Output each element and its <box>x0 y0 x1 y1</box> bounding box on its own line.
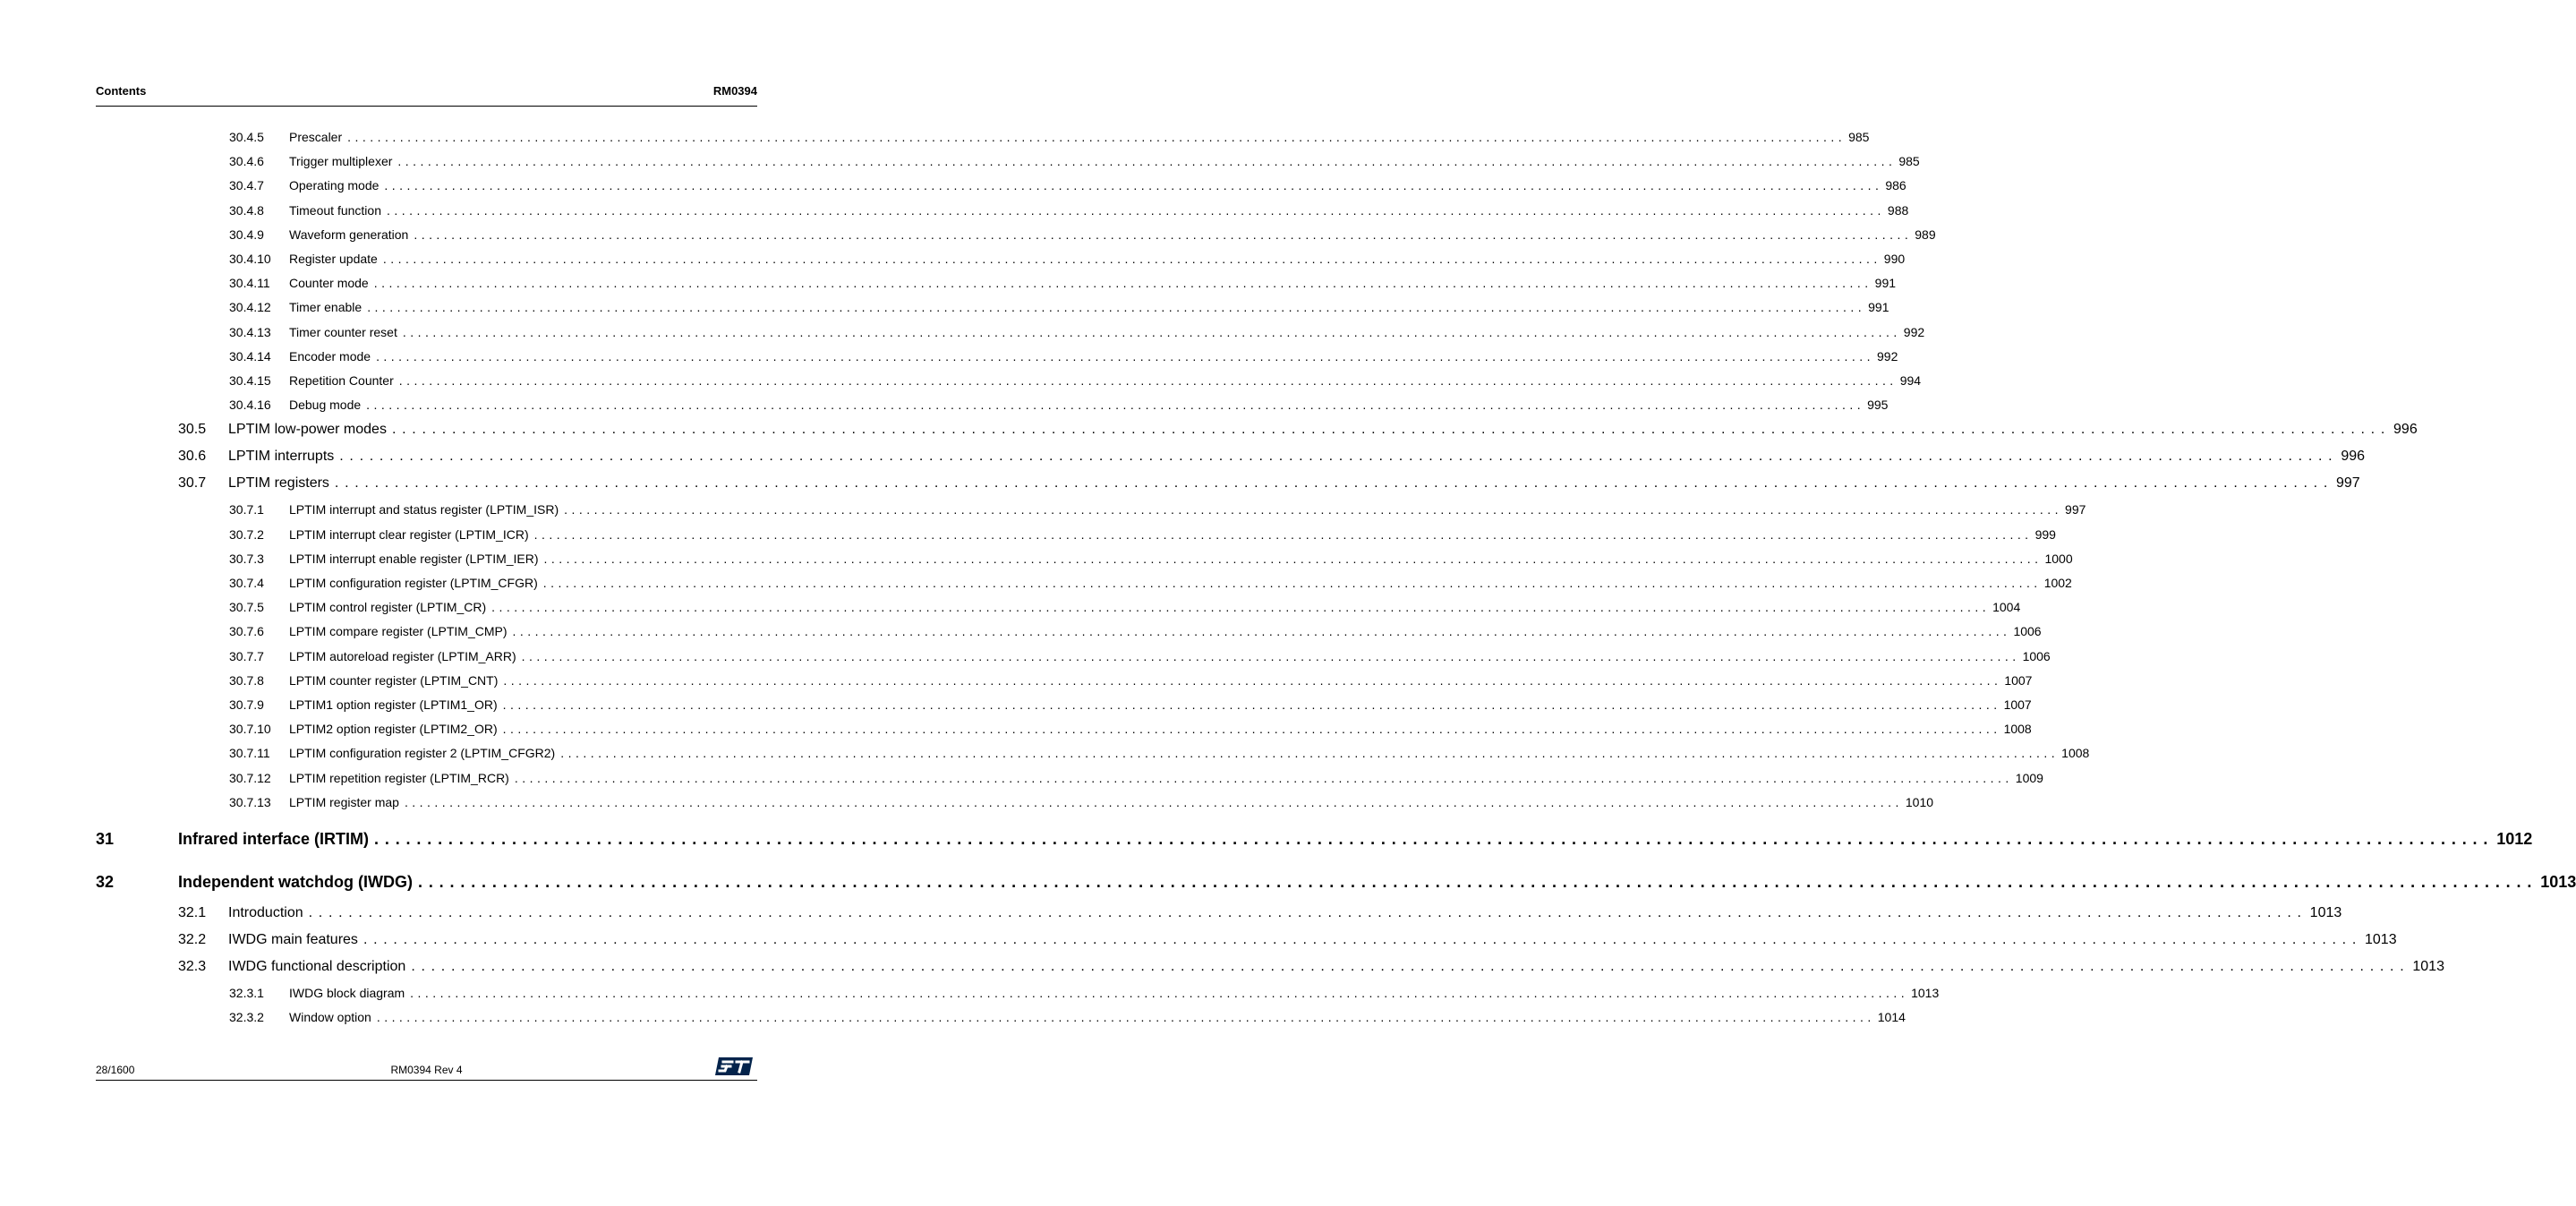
toc-entry[interactable] <box>229 794 1934 809</box>
page-footer <box>96 1056 757 1083</box>
toc-entry-page: 996 <box>2341 449 2366 465</box>
toc-leader-dots: ........................................................................................................................................................................................................ <box>491 600 1991 615</box>
toc-entry-number: 30.4.11 <box>229 276 270 291</box>
toc-entry[interactable] <box>178 932 2397 948</box>
st-logo-icon <box>714 1056 754 1076</box>
footer-rule <box>96 1080 757 1081</box>
toc-entry[interactable] <box>229 697 2032 712</box>
toc-entry-number: 30.7.3 <box>229 551 264 566</box>
toc-entry-page: 1002 <box>2043 576 2072 590</box>
toc-entry-title: LPTIM control register (LPTIM_CR) <box>289 600 487 615</box>
toc-entry-page: 986 <box>1885 178 1906 193</box>
toc-leader-dots: ........................................................................................................................................................................................................ <box>367 300 1866 315</box>
toc-leader-dots: ........................................................................................................................................................................................................ <box>308 905 2307 920</box>
toc-entry[interactable] <box>229 624 2042 639</box>
toc-leader-dots: ........................................................................................................................................................................................................ <box>391 422 2392 438</box>
toc-entry-title: IWDG functional description <box>228 959 406 974</box>
toc-entry-number: 30.7.2 <box>229 526 264 542</box>
toc-entry[interactable] <box>229 502 2086 517</box>
toc-entry-title: LPTIM interrupt and status register (LPTIM_ISR) <box>289 502 559 517</box>
toc-entry-number: 30.7.7 <box>229 648 264 663</box>
toc-entry-page: 1009 <box>2015 770 2043 785</box>
toc-entry-title: LPTIM compare register (LPTIM_CMP) <box>289 624 508 639</box>
toc-entry-page: 1008 <box>2003 722 2032 737</box>
toc-entry-page: 995 <box>1867 398 1889 413</box>
toc-leader-dots: ........................................................................................................................................................................................................ <box>411 959 2410 974</box>
toc-entry[interactable] <box>229 252 1906 266</box>
toc-entry-number: 30.7 <box>178 475 207 492</box>
footer-doc-revision: RM0394 Rev 4 <box>390 1064 463 1076</box>
toc-entry-number: 30.4.12 <box>229 300 271 315</box>
toc-leader-dots: ........................................................................................................................................................................................................ <box>363 932 2362 947</box>
toc-entry-number: 32.2 <box>178 932 207 947</box>
toc-entry-page: 1013 <box>2412 959 2444 974</box>
toc-entry-title: LPTIM2 option register (LPTIM2_OR) <box>289 722 498 737</box>
header-section-title: Contents <box>96 84 147 98</box>
toc-leader-dots: ........................................................................................................................................................................................................ <box>410 986 1909 1000</box>
toc-entry-title: Introduction <box>228 905 303 920</box>
toc-entry-title: LPTIM register map <box>289 794 399 809</box>
toc-entry-title: Timer enable <box>289 300 363 315</box>
toc-entry-title: Debug mode <box>289 398 362 413</box>
toc-entry-page: 992 <box>1903 324 1925 339</box>
toc-entry-page: 994 <box>1899 373 1922 388</box>
toc-entry-title: LPTIM registers <box>228 475 329 492</box>
toc-entry-number: 32.3.1 <box>229 986 264 1000</box>
toc-entry-title: Operating mode <box>289 178 380 193</box>
toc-leader-dots: ........................................................................................................................................................................................................ <box>402 324 1901 339</box>
toc-entry-page: 988 <box>1887 202 1909 218</box>
toc-entry-page: 1013 <box>2540 873 2576 891</box>
toc-entry-title: Repetition Counter <box>289 373 394 388</box>
toc-entry-title: Independent watchdog (IWDG) <box>178 873 413 891</box>
toc-entry-page: 989 <box>1915 227 1936 242</box>
toc-entry-page: 1008 <box>2061 746 2090 761</box>
toc-entry-title: LPTIM counter register (LPTIM_CNT) <box>289 672 499 688</box>
toc-leader-dots: ........................................................................................................................................................................................................ <box>542 576 2042 590</box>
toc-entry-page: 997 <box>2335 475 2360 492</box>
toc-entry[interactable] <box>229 154 1920 169</box>
toc-entry-title: LPTIM configuration register 2 (LPTIM_CFGR2) <box>289 746 556 761</box>
toc-entry-number: 30.4.9 <box>229 227 264 242</box>
toc-entry-number: 30.7.9 <box>229 697 264 712</box>
toc-entry-number: 30.7.5 <box>229 600 264 615</box>
toc-leader-dots: ........................................................................................................................................................................................................ <box>386 202 1885 218</box>
toc-entry[interactable] <box>229 600 2021 615</box>
toc-leader-dots: ........................................................................................................................................................................................................ <box>366 398 1865 413</box>
toc-leader-dots: ........................................................................................................................................................................................................ <box>502 697 2001 712</box>
toc-entry[interactable] <box>229 276 1897 291</box>
toc-leader-dots: ........................................................................................................................................................................................................ <box>414 227 1913 242</box>
toc-entry-number: 32.3 <box>178 959 207 974</box>
toc-entry-page: 985 <box>1848 130 1870 144</box>
toc-entry-page: 1012 <box>2496 830 2533 848</box>
toc-entry-number: 30.7.11 <box>229 746 270 761</box>
toc-entry-page: 992 <box>1877 348 1898 364</box>
toc-entry-number: 30.7.13 <box>229 794 271 809</box>
toc-entry-title: LPTIM interrupt clear register (LPTIM_ICR) <box>289 526 529 542</box>
toc-entry-number: 30.7.4 <box>229 576 264 590</box>
toc-leader-dots: ........................................................................................................................................................................................................ <box>376 348 1874 364</box>
toc-entry[interactable] <box>229 722 2032 737</box>
toc-leader-dots: ........................................................................................................................................................................................................ <box>376 1010 1875 1025</box>
toc-entry-number: 30.4.10 <box>229 252 271 266</box>
toc-entry-page: 1014 <box>1877 1010 1906 1025</box>
toc-entry-number: 31 <box>96 830 115 848</box>
toc-entry-title: IWDG main features <box>228 932 358 947</box>
toc-entry-title: Prescaler <box>289 130 343 144</box>
toc-entry-title: Trigger multiplexer <box>289 154 393 169</box>
toc-entry[interactable] <box>178 905 2342 921</box>
toc-entry-number: 30.6 <box>178 449 207 465</box>
toc-leader-dots: ........................................................................................................................................................................................................ <box>382 252 1881 266</box>
toc-entry-title: LPTIM autoreload register (LPTIM_ARR) <box>289 648 516 663</box>
toc-entry[interactable] <box>229 672 2033 688</box>
toc-entry-page: 1013 <box>1911 986 1940 1000</box>
toc-entry-title: LPTIM repetition register (LPTIM_RCR) <box>289 770 509 785</box>
toc-entry-number: 30.7.8 <box>229 672 264 688</box>
toc-entry-number: 30.4.6 <box>229 154 264 169</box>
toc-entry-number: 30.5 <box>178 422 207 438</box>
toc-leader-dots: ........................................................................................................................................................................................................ <box>398 373 1898 388</box>
toc-leader-dots: ........................................................................................................................................................................................................ <box>502 722 2001 737</box>
toc-entry-page: 1007 <box>2004 672 2033 688</box>
toc-leader-dots: ........................................................................................................................................................................................................ <box>521 648 2020 663</box>
toc-entry-title: Counter mode <box>289 276 369 291</box>
toc-entry-number: 30.7.12 <box>229 770 271 785</box>
header-rule <box>96 106 757 107</box>
toc-entry[interactable] <box>229 373 1922 388</box>
toc-entry-page: 1006 <box>2022 648 2051 663</box>
toc-leader-dots: ........................................................................................................................................................................................................ <box>334 475 2333 492</box>
toc-entry[interactable] <box>178 422 2418 438</box>
toc-entry[interactable] <box>229 324 1925 339</box>
toc-entry-number: 30.4.13 <box>229 324 271 339</box>
toc-leader-dots: ........................................................................................................................................................................................................ <box>373 276 1872 291</box>
toc-entry-number: 30.4.5 <box>229 130 264 144</box>
toc-entry-title: LPTIM configuration register (LPTIM_CFGR) <box>289 576 538 590</box>
toc-entry[interactable] <box>229 526 2056 542</box>
toc-leader-dots: ........................................................................................................................................................................................................ <box>543 551 2043 566</box>
toc-leader-dots: ........................................................................................................................................................................................................ <box>533 526 2033 542</box>
toc-entry[interactable] <box>229 746 2090 761</box>
header-doc-id: RM0394 <box>712 84 757 98</box>
toc-entry-number: 32.1 <box>178 905 207 920</box>
toc-entry[interactable] <box>229 576 2072 590</box>
toc-entry-title: LPTIM low-power modes <box>228 422 387 438</box>
toc-leader-dots: ........................................................................................................................................................................................................ <box>374 830 2495 848</box>
toc-entry[interactable] <box>229 1010 1906 1025</box>
toc-entry-page: 990 <box>1883 252 1906 266</box>
toc-leader-dots: ........................................................................................................................................................................................................ <box>397 154 1897 169</box>
toc-entry-page: 1006 <box>2013 624 2042 639</box>
toc-entry[interactable] <box>229 986 1940 1000</box>
toc-entry[interactable] <box>229 648 2051 663</box>
toc-entry-number: 30.4.14 <box>229 348 271 364</box>
toc-leader-dots: ........................................................................................................................................................................................................ <box>339 449 2339 465</box>
toc-entry-title: Infrared interface (IRTIM) <box>178 830 370 848</box>
toc-entry[interactable] <box>229 178 1906 193</box>
toc-entry[interactable] <box>229 770 2043 785</box>
toc-entry-title: LPTIM interrupt enable register (LPTIM_IER) <box>289 551 539 566</box>
toc-entry-number: 30.4.15 <box>229 373 271 388</box>
toc-entry-page: 1010 <box>1905 794 1934 809</box>
toc-entry-page: 991 <box>1874 276 1897 291</box>
toc-entry-number: 30.7.6 <box>229 624 264 639</box>
toc-leader-dots: ........................................................................................................................................................................................................ <box>514 770 2013 785</box>
toc-entry-number: 30.7.10 <box>229 722 271 737</box>
toc-entry-number: 30.7.1 <box>229 502 264 517</box>
toc-entry[interactable] <box>96 830 2533 849</box>
toc-leader-dots: ........................................................................................................................................................................................................ <box>404 794 1903 809</box>
toc-entry[interactable] <box>178 449 2366 465</box>
toc-entry[interactable] <box>229 130 1870 144</box>
toc-leader-dots: ........................................................................................................................................................................................................ <box>564 502 2063 517</box>
toc-entry[interactable] <box>229 348 1898 364</box>
toc-entry[interactable] <box>229 227 1936 242</box>
toc-entry-number: 32.3.2 <box>229 1010 264 1025</box>
toc-leader-dots: ........................................................................................................................................................................................................ <box>503 672 2002 688</box>
footer-page-number: 28/1600 <box>96 1064 135 1076</box>
toc-entry-title: Timer counter reset <box>289 324 397 339</box>
toc-leader-dots: ........................................................................................................................................................................................................ <box>347 130 1847 144</box>
toc-entry-page: 1000 <box>2044 551 2073 566</box>
toc-leader-dots: ........................................................................................................................................................................................................ <box>560 746 2060 761</box>
toc-entry[interactable] <box>229 398 1889 413</box>
toc-entry-title: Register update <box>289 252 378 266</box>
toc-leader-dots: ........................................................................................................................................................................................................ <box>417 873 2538 891</box>
toc-entry-page: 1013 <box>2309 905 2342 920</box>
toc-entry-page: 991 <box>1868 300 1889 315</box>
toc-entry-page: 1007 <box>2003 697 2032 712</box>
toc-leader-dots: ........................................................................................................................................................................................................ <box>512 624 2011 639</box>
toc-entry[interactable] <box>229 202 1909 218</box>
toc-entry[interactable] <box>229 551 2073 566</box>
toc-entry-number: 30.4.8 <box>229 202 264 218</box>
toc-entry-title: Timeout function <box>289 202 381 218</box>
toc-entry-title: LPTIM interrupts <box>228 449 335 465</box>
toc-entry-number: 32 <box>96 873 115 891</box>
toc-entry-page: 999 <box>2034 526 2056 542</box>
toc-entry-title: LPTIM1 option register (LPTIM1_OR) <box>289 697 498 712</box>
toc-entry[interactable] <box>178 475 2360 492</box>
toc-entry-page: 996 <box>2393 422 2418 438</box>
toc-entry[interactable] <box>96 873 2576 892</box>
toc-entry-page: 997 <box>2065 502 2086 517</box>
toc-entry-number: 30.4.7 <box>229 178 264 193</box>
toc-entry-title: Encoder mode <box>289 348 371 364</box>
toc-entry-title: Window option <box>289 1010 371 1025</box>
toc-entry-page: 1004 <box>1992 600 2021 615</box>
toc-entry[interactable] <box>178 959 2444 975</box>
page-header <box>96 84 757 106</box>
toc-entry-title: IWDG block diagram <box>289 986 405 1000</box>
toc-entry-title: Waveform generation <box>289 227 409 242</box>
toc-entry-number: 30.4.16 <box>229 398 271 413</box>
toc-entry-page: 1013 <box>2365 932 2397 947</box>
toc-entry-page: 985 <box>1898 154 1920 169</box>
toc-entry[interactable] <box>229 300 1889 315</box>
toc-leader-dots: ........................................................................................................................................................................................................ <box>384 178 1883 193</box>
